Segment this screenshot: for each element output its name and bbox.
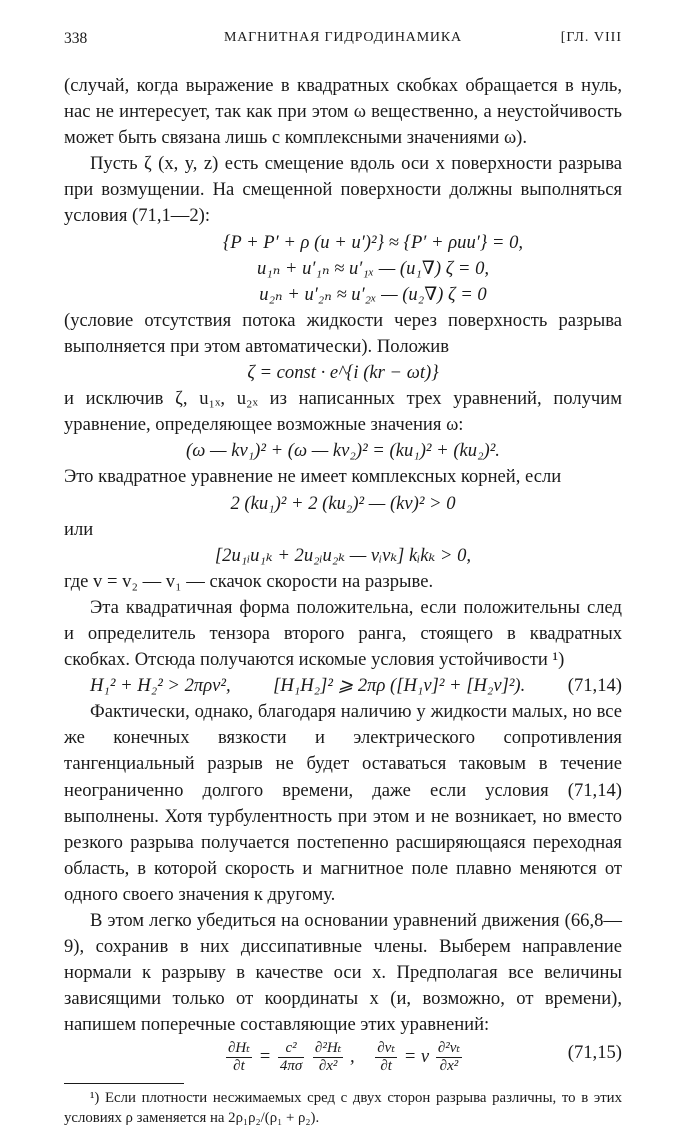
equation-71-15 <box>64 1040 622 1075</box>
paragraph-5: Это квадратное уравнение не имеет комплексных корней, если <box>64 466 562 488</box>
comma-separator: , <box>350 1046 355 1068</box>
paragraph-6: или <box>64 518 94 540</box>
paragraph-2: Пусть ζ (x, y, z) есть смещение вдоль оси x поверхности разрыва при возмущении. На смещенной поверхности должны выполняться условия (71,1—2): <box>64 153 622 227</box>
paragraph-8: Эта квадратичная форма положительна, если положительны след и определитель тензора второго ранга, стоящего в квадратных скобках. Отсюда получаются искомые условия устойчивости ¹) <box>64 596 622 671</box>
page-header <box>64 30 622 52</box>
stability-condition-1: H₁² + H₂² > 2πρv², <box>90 675 231 697</box>
equation-boundary-3: u₂ₙ + u′₂ₙ ≈ u′₂ₓ — (u₂∇) ζ = 0 <box>259 283 487 305</box>
equation-71-14 <box>64 673 622 699</box>
page-body <box>64 73 622 1128</box>
footnote-divider <box>64 1083 184 1084</box>
equation-perturbation: ζ = const · e^{i (kr − ωt)} <box>247 362 439 384</box>
page-number: 338 <box>64 30 88 47</box>
book-page <box>64 30 622 1128</box>
running-title: МАГНИТНАЯ ГИДРОДИНАМИКА <box>224 30 462 45</box>
fraction-d2Ht-dx2: $\frac{\text{∂²Hₜ}}{\text{∂x²}}$ <box>314 1040 342 1075</box>
equals-sign: = <box>258 1046 272 1068</box>
fraction-c2-4pisigma: $\frac{\text{c²}}{4\pi\sigma}$ <box>279 1040 303 1075</box>
paragraph-9: Фактически, однако, благодаря наличию у жидкости малых, но все же конечных вязкости и электрического сопротивления тангенциальный разрыв не будет оставаться таковым в течение неограниченно долгого времени, даже если условия (71,14) выполнены. Хотя турбулентность при этом и не возникает, но вместо резкого разрыва получается постепенно расширяющаяся переходная область, в которой скорость и магнитное поле плавно меняются от одного своего значения к другому. <box>64 701 622 905</box>
equation-condition: 2 (ku₁)² + 2 (ku₂)² — (kv)² > 0 <box>230 492 456 514</box>
paragraph-4: и исключив ζ, u₁ₓ, u₂ₓ из написанных трех уравнений, получим уравнение, определяющее возможные значения ω: <box>64 388 622 436</box>
paragraph-7: где v = v₂ — v₁ — скачок скорости на разрыве. <box>64 570 434 592</box>
fraction-dvt-dt: $\frac{\text{∂vₜ}}{\partial t}$ <box>377 1040 396 1075</box>
equation-number-71-14: (71,14) <box>567 675 622 697</box>
viscosity-factor: = ν <box>403 1046 430 1068</box>
paragraph-3: (условие отсутствия потока жидкости через поверхность разрыва выполняется при этом автоматически). Положив <box>64 309 622 357</box>
footnote: ¹) Если плотности несжимаемых сред с двух сторон разрыва различны, то в этих условиях ρ заменяется на 2ρ₁ρ₂/(ρ₁ + ρ₂). <box>64 1090 622 1127</box>
paragraph-10: В этом легко убедиться на основании уравнений движения (66,8—9), сохранив в них диссипативные члены. Выберем направление нормали к разрыву в качестве оси x. Предполагая все величины зависящими только от координаты x (и, возможно, от времени), напишем поперечные составляющие этих уравнений: <box>64 910 622 1036</box>
paragraph-1: (случай, когда выражение в квадратных скобках обращается в нуль, нас не интересует, так как при этом ω вещественно, а неустойчивость может быть связана лишь с комплексными значениями ω). <box>64 75 622 149</box>
equation-number-71-15: (71,15) <box>567 1042 622 1064</box>
equation-dispersion: (ω — kv₁)² + (ω — kv₂)² = (ku₁)² + (ku₂)². <box>186 440 500 462</box>
fraction-d2vt-dx2: $\frac{\text{∂²vₜ}}{\text{∂x²}}$ <box>437 1040 461 1075</box>
equation-boundary-1: {P + P′ + ρ (u + u′)²} ≈ {P′ + ρuu′} = 0, <box>222 231 524 253</box>
equation-boundary-2: u₁ₙ + u′₁ₙ ≈ u′₁ₓ — (u₁∇) ζ = 0, <box>256 257 490 279</box>
equation-quadratic-form: [2u₁ᵢu₁ₖ + 2u₂ᵢu₂ₖ — vᵢvₖ] kᵢkₖ > 0, <box>214 544 472 566</box>
stability-condition-2: [H₁H₂]² ⩾ 2πρ ([H₁v]² + [H₂v]²). <box>273 675 526 697</box>
fraction-dHt-dt: $\frac{\text{∂Hₜ}}{\partial t}$ <box>228 1040 250 1075</box>
chapter-label: [ГЛ. VIII <box>560 30 622 45</box>
